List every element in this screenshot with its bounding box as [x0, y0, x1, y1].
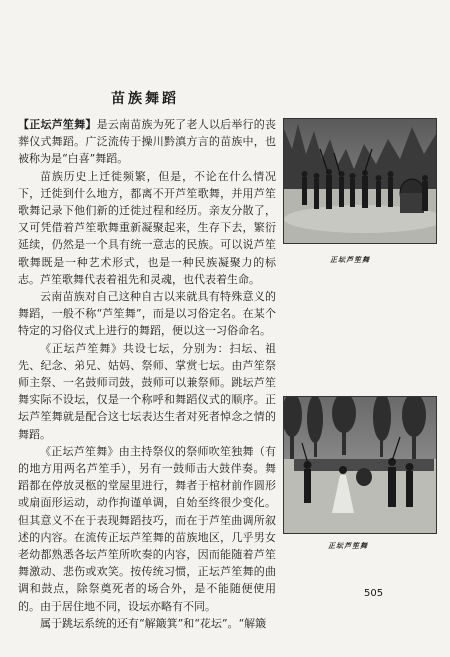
paragraph-5: 《正坛芦笙舞》由主持祭仪的祭师吹笙独舞（有的地方用两名芦笙手），另有一鼓师击大鼓伴奏。舞蹈都在停放灵柩的堂屋里进行，舞者于棺材前作圆形或扇面形运动，动作拘谨单调，自始至终很少变化。但其意义不在于表现舞蹈技巧，而在于芦笙曲调所叙述的内容。在流传正坛芦笙舞的苗族地区，几乎男女老幼都熟悉各坛芦笙所吹奏的内容，因而能随着芦笙舞激动、悲伤或欢笑。按传统习惯，正坛芦笙舞的曲调和鼓点，除祭奠死者的场合外，是不能随便使用的。由于居住地不同，设坛亦略有不同。	[18, 444, 276, 613]
paragraph-6: 属于跳坛系统的还有“解簸箕”和“花坛”。“解簸	[40, 616, 267, 630]
paragraph-2: 苗族历史上迁徙频繁，但是，不论在什么情况下，迁徙到什么地方，都离不开芦笙歌舞，并用芦笙歌舞记录下他们新的迁徙过程和经历。亲友分散了，又可凭借着芦笙歌舞重新凝聚起来，生存下去，繁衍延续，仍然是一个具有统一意志的民族。可以说芦笙歌舞既是一种艺术形式，也是一种民族凝聚力的标志。芦笙歌舞代表着祖先和灵魂，也代表着生命。	[18, 169, 276, 286]
page-number: 505	[364, 588, 384, 599]
entry-heading: 【正坛芦笙舞】	[18, 118, 97, 131]
photo-lusheng-dance-crowd	[283, 396, 437, 534]
paragraph-4: 《正坛芦笙舞》共设七坛，分别为：扫坛、祖先、纪念、弟兄、姑妈、祭师、掌赏七坛。由芦笙祭师主祭、一名鼓师司鼓，鼓师可以兼祭师。跳坛芦笙舞实际不设坛，仅是一个称呼和舞蹈仪式的顺序。正坛芦笙舞就是配合这七坛表达生者对死者悼念之情的舞蹈。	[18, 341, 276, 441]
photo-1-image	[284, 119, 436, 243]
photo-2-image	[284, 397, 436, 533]
paragraph-1-text: 是云南苗族为死了老人以后举行的丧葬仪式舞蹈。广泛流传于操川黔滇方言的苗族中，也被称为是“白喜”舞蹈。	[18, 118, 277, 166]
photo-2-caption: 正坛芦笙舞	[328, 541, 368, 550]
body-text	[18, 116, 276, 632]
paragraph-1	[18, 116, 276, 168]
photo-lusheng-dance-outdoor	[283, 118, 437, 244]
photo-1-caption: 正坛芦笙舞	[330, 255, 370, 264]
paragraph-3: 云南苗族对自己这种自古以来就具有特殊意义的舞蹈，一般不称“芦笙舞”，而是以习俗定名。在某个特定的习俗仪式上进行的舞蹈，便以这一习俗命名。	[18, 290, 276, 338]
page-title: 苗族舞蹈	[111, 91, 179, 107]
